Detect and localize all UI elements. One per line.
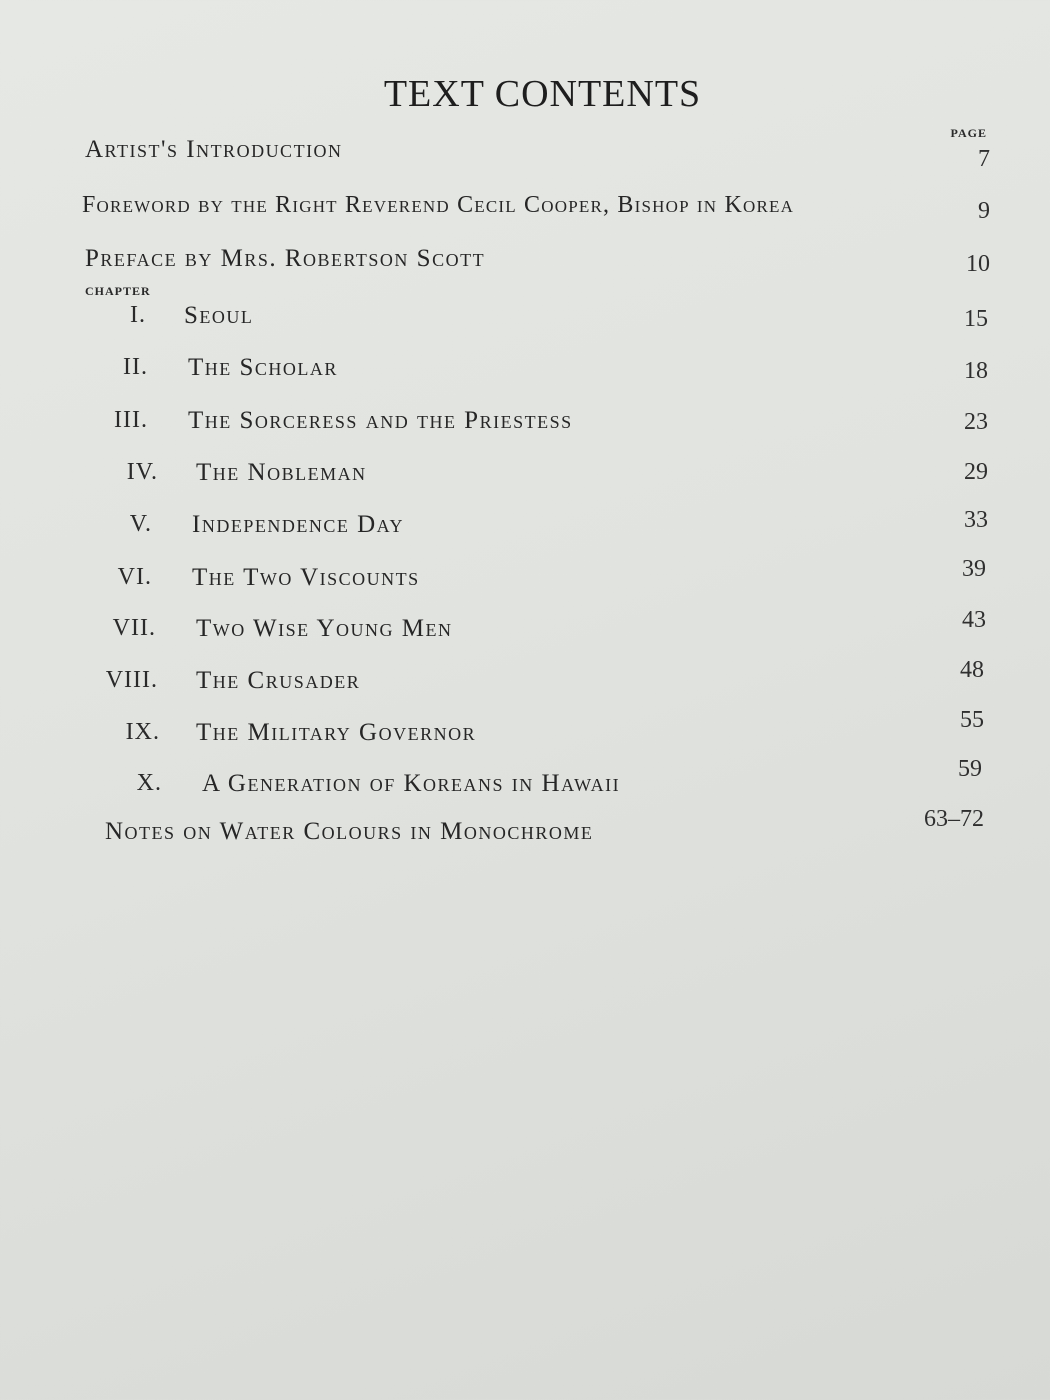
toc-entry-preface — [0, 245, 1050, 281]
toc-chapter-1 — [0, 302, 1050, 338]
toc-chapter-8 — [0, 657, 1050, 703]
chapter-page: 55 — [960, 707, 984, 733]
toc-entry-foreword — [0, 192, 1050, 228]
chapter-page: 48 — [960, 657, 984, 683]
chapter-page: 29 — [964, 459, 988, 485]
chapter-numeral: VI. — [117, 564, 152, 590]
toc-entry-page: 9 — [978, 198, 990, 224]
chapter-page: 23 — [964, 409, 988, 435]
chapter-page: 15 — [964, 306, 988, 332]
chapter-numeral: III. — [114, 407, 148, 433]
chapter-title: Seoul — [184, 302, 254, 329]
page-title: TEXT CONTENTS — [383, 73, 702, 115]
chapter-title: Independence Day — [192, 511, 404, 538]
toc-entry-label: Foreword by the Right Reverend Cecil Cooper, Bishop in Korea — [82, 192, 795, 218]
chapter-title: The Sorceress and the Priestess — [188, 407, 573, 434]
toc-chapter-10 — [0, 756, 1050, 806]
toc-chapter-5 — [0, 507, 1050, 547]
chapter-title: The Nobleman — [196, 459, 367, 486]
chapter-numeral: I. — [130, 302, 146, 328]
toc-chapter-9 — [0, 707, 1050, 755]
chapter-numeral: V. — [129, 511, 152, 537]
toc-entry-notes — [0, 806, 1050, 854]
chapter-title: Two Wise Young Men — [196, 615, 453, 642]
chapter-title: The Two Viscounts — [192, 564, 420, 591]
toc-chapter-3 — [0, 407, 1050, 443]
page-column-heading: PAGE — [950, 126, 987, 140]
chapter-page: 33 — [964, 507, 988, 533]
toc-chapter-7 — [0, 607, 1050, 651]
chapter-column-heading: CHAPTER — [85, 284, 151, 298]
toc-entry-label: Artist's Introduction — [85, 136, 343, 163]
chapter-numeral: VII. — [112, 615, 156, 641]
chapter-title: The Scholar — [188, 354, 338, 381]
toc-entry-page: 63–72 — [924, 806, 984, 832]
toc-entry-page: 10 — [966, 251, 990, 277]
chapter-numeral: VIII. — [105, 667, 158, 693]
chapter-page: 39 — [962, 556, 986, 582]
chapter-title: A Generation of Koreans in Hawaii — [202, 770, 621, 797]
toc-chapter-2 — [0, 354, 1050, 390]
chapter-numeral: X. — [136, 770, 162, 796]
toc-entry-page: 7 — [978, 146, 990, 172]
chapter-numeral: II. — [123, 354, 148, 380]
chapter-title: The Military Governor — [196, 719, 477, 746]
chapter-title: The Crusader — [196, 667, 361, 694]
toc-chapter-6 — [0, 556, 1050, 600]
chapter-page: 18 — [964, 358, 988, 384]
toc-chapter-4 — [0, 459, 1050, 495]
toc-entry-artists-introduction — [0, 136, 1050, 172]
chapter-numeral: IV. — [126, 459, 158, 485]
toc-entry-label: Preface by Mrs. Robertson Scott — [85, 245, 486, 272]
toc-entry-label: Notes on Water Colours in Monochrome — [105, 818, 594, 845]
chapter-page: 43 — [962, 607, 986, 633]
chapter-page: 59 — [958, 756, 982, 782]
chapter-numeral: IX. — [125, 719, 160, 745]
